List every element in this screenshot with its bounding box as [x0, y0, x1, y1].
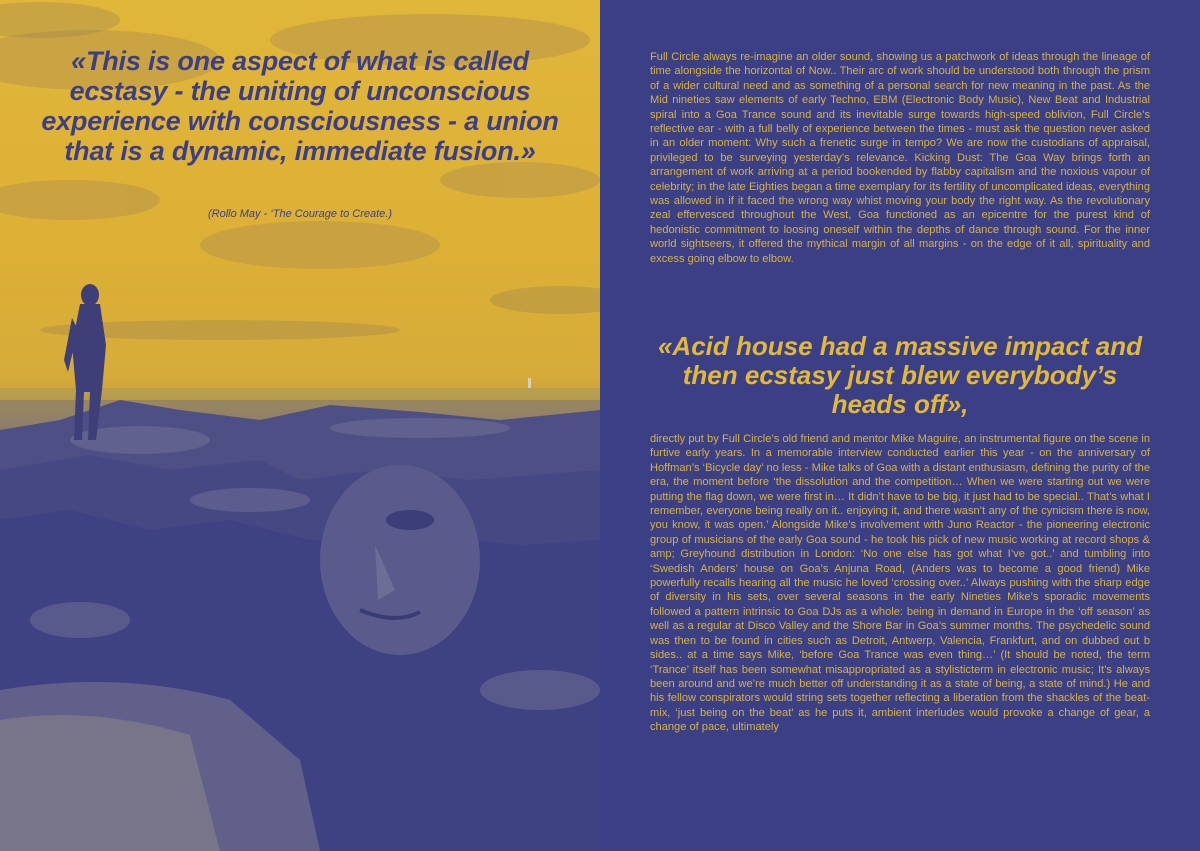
- pull-quote: «Acid house had a massive impact and then ecstasy just blew everybody’s heads off»,: [657, 331, 1143, 419]
- epigraph-quote: «This is one aspect of what is called ecstasy - the uniting of unconscious experience with consciousness - a union that is a dynamic, immediate fusion.»: [41, 46, 559, 166]
- body-paragraph-continued: directly put by Full Circle’s old friend and mentor Mike Maguire, an instrumental figure on the scene in furtive early years. In a memorable interview conducted earlier this year - on the anniversary of Hoffman’s ‘Bicycle day’ no less - Mike talks of Goa with a distant enthusiasm, defining the purity of the era, the moment before ‘the dissolution and the competition… When we were starting out we were putting the flag down, we were first in… It didn’t have to be big, it just had to be special.. That’s what I remember, everyone being really on it.. enjoying it, and there wasn’t any of the cynicism there is now, you know, it was open.’ Alongside Mike’s involvement with Juno Reactor - the pioneering electronic group of musicians of the early Goa sound - he took his pick of new music working at record shops & amp; Greyhound distribution in London: ‘No one else has got what I’ve got..’ and tumbling into ‘Swedish Anders’ house on Goa’s Anjuna Road, (Anders was to become a good friend) Mike powerfully recalls hearing all the music he loved ‘crossing over..’ Always pushing with the sharp edge of diversity in his sets, over several seasons in the early Nineties Mike’s sporadic movements followed a pattern intrinsic to Goa DJs as a whole: being in demand in Europe in the ‘off season’ as well as a regular at Disco Valley and the Shore Bar in Goa’s summer months. The psychedelic sound was then to be found in cities such as Detroit, Antwerp, Valencia, Frankfurt, and on dubbed out b sides.. at a time says Mike, ‘before Goa Trance was even thing…’ (It should be noted, the term ‘Trance’ itself has been somewhat misappropriated as a stylisticterm in electronic music; It’s always been around and we’re much better off understanding it as a state of being, a state of mind.) He and his fellow conspirators would string sets together reflecting a liberation from the shackles of the beat-mix, ‘just being on the beat’ as he puts it, ambient interludes would provoke a change of gear, a change of pace, ultimately: [650, 433, 1150, 734]
- body-paragraph-intro: Full Circle always re-imagine an older sound, showing us a patchwork of ideas through the lineage of time alongside the horizontal of Now.. Their arc of work should be understood both through the prism of a wider cultural need and as something of a personal search for new meaning in the past. As the Mid nineties saw elements of early Techno, EBM (Electronic Body Music), New Beat and Industrial spiral into a Goa Trance sound and its inevitable surge towards high-speed oblivion, Full Circle’s reflective ear - with a full belly of experience between the times - must ask the question never asked in an older moment: Why such a frenetic surge in tempo? We are now the custodians of appraisal, privileged to be surveying yesterday’s relevance. Kicking Dust: The Goa Way brings forth an arrangement of work arriving at a period bookended by flabby capitalism and the noxious vapour of celebrity; in the late Eighties began a time exemplary for its fertility of uncomplicated ideas, everything was allowed in if it faced the wrong way whist moving your body the right way. As the revolutionary zeal effervesced throughout the West, Goa functioned as an epicentre for the purest kind of hedonistic commitment to loosing oneself within the depths of dance through sound. For the inner world sightseers, it offered the mythical margin of all margins - on the edge of it all, spirituality and excess going elbow to elbow.: [650, 51, 1150, 265]
- epigraph-citation: (Rollo May - ‘The Courage to Create.): [207, 208, 392, 220]
- right-page-text: [600, 0, 1200, 851]
